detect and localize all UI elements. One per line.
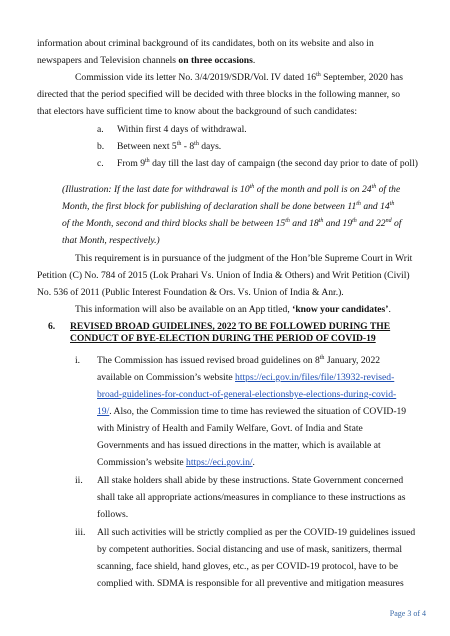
item-iii-line1: All such activities will be strictly complied as per the COVID-19 guidelines issued [97,527,416,538]
section6-heading-line1: REVISED BROAD GUIDELINES, 2022 TO BE FOLLOWED DURING THE [70,321,391,332]
item-i-line4: 19/. Also, the Commission time to time has reviewed the situation of COVID-19 [97,406,407,417]
illustration-line3: of the Month, second and third blocks shall be between 15th and 18th and 19th and 22nd of [62,217,402,229]
para3-line1: This requirement is in pursuance of the judgment of the Hon’ble Supreme Court in Writ [75,253,413,264]
block-b-marker: b. [97,141,105,152]
item-ii-line2: shall take all appropriate actions/measures in compliance to these instructions as [97,492,406,503]
eci-guidelines-link-cont[interactable]: broad-guidelines-for-conduct-of-general-electionsbye-elections-during-covid- [97,389,397,400]
para1-line1: information about criminal background of its candidates, both on its website and also in [37,38,374,49]
eci-website-link[interactable]: https://eci.gov.in/ [186,457,253,468]
item-iii-line3: scanning, face shield, hand gloves, etc., as per COVID-19 protocol, have to be [97,561,399,572]
item-i-line2: available on Commission’s website https://eci.gov.in/files/file/13932-revised- [97,372,395,383]
eci-guidelines-link-end[interactable]: 19/ [97,406,110,417]
para4: This information will also be available on an App titled, ‘know your candidates’. [75,304,391,315]
item-i-line6: Governments and has issued directions in the matter, which is available at [97,440,381,451]
item-ii-marker: ii. [75,475,83,486]
item-i-line5: with Ministry of Health and Family Welfare, Govt. of India and State [97,423,363,434]
item-i-line3 [97,389,396,401]
illustration-line4: that Month, respectively.) [62,235,160,246]
block-b-text: Between next 5th - 8th days. [117,140,222,152]
section6-number: 6. [48,321,56,332]
item-iii-line4: complied with. SDMA is responsible for all preventive and mitigation measures [97,578,404,589]
para3-line2: Petition (C) No. 784 of 2015 (Lok Prahari Vs. Union of India & Others) and Writ Petition (Civil) [37,270,410,281]
section6-heading-line2: CONDUCT OF BYE-ELECTION DURING THE PERIOD OF COVID-19 [70,333,376,344]
para2-line2: directed that the period specified will be decided with three blocks in the following manner, so [37,89,401,100]
para2-line3: that electors have sufficient time to know about the background of such candidates: [37,106,358,117]
block-a-text: Within first 4 days of withdrawal. [117,124,247,135]
item-ii-line1: All stake holders shall abide by these instructions. State Government concerned [97,475,404,486]
block-a-marker: a. [97,124,104,135]
eci-guidelines-link[interactable]: https://eci.gov.in/files/file/13932-revised- [235,372,395,383]
item-iii-line2: by competent authorities. Social distancing and use of mask, sanitizers, thermal [97,544,403,555]
item-i-line7: Commission’s website https://eci.gov.in/. [97,457,255,468]
illustration-line1: (Illustration: If the last date for withdrawal is 10th of the month and poll is on 24th of the [62,183,401,195]
block-c-marker: c. [97,158,104,169]
para1-line2: newspapers and Television channels on three occasions. [37,55,256,66]
item-i-marker: i. [75,355,81,366]
page-number: Page 3 of 4 [389,609,426,618]
illustration-line2: Month, the first block for publishing of declaration shall be done between 11th and 14th [62,200,395,212]
item-iii-marker: iii. [75,527,86,538]
item-ii-line3: follows. [97,509,129,520]
app-title: ‘know your candidates’ [292,304,389,315]
item-i-line1: The Commission has issued revised broad guidelines on 8th January, 2022 [97,354,381,366]
para3-line3: No. 536 of 2011 (Public Interest Foundation & Ors. Vs. Union of India & Anr.). [37,287,344,298]
para2-line1: Commission vide its letter No. 3/4/2019/SDR/Vol. IV dated 16th September, 2020 has [75,71,403,83]
emphasis-three-occasions: on three occasions [178,55,253,66]
block-c-text: From 9th day till the last day of campaign (the second day prior to date of poll) [117,157,418,169]
